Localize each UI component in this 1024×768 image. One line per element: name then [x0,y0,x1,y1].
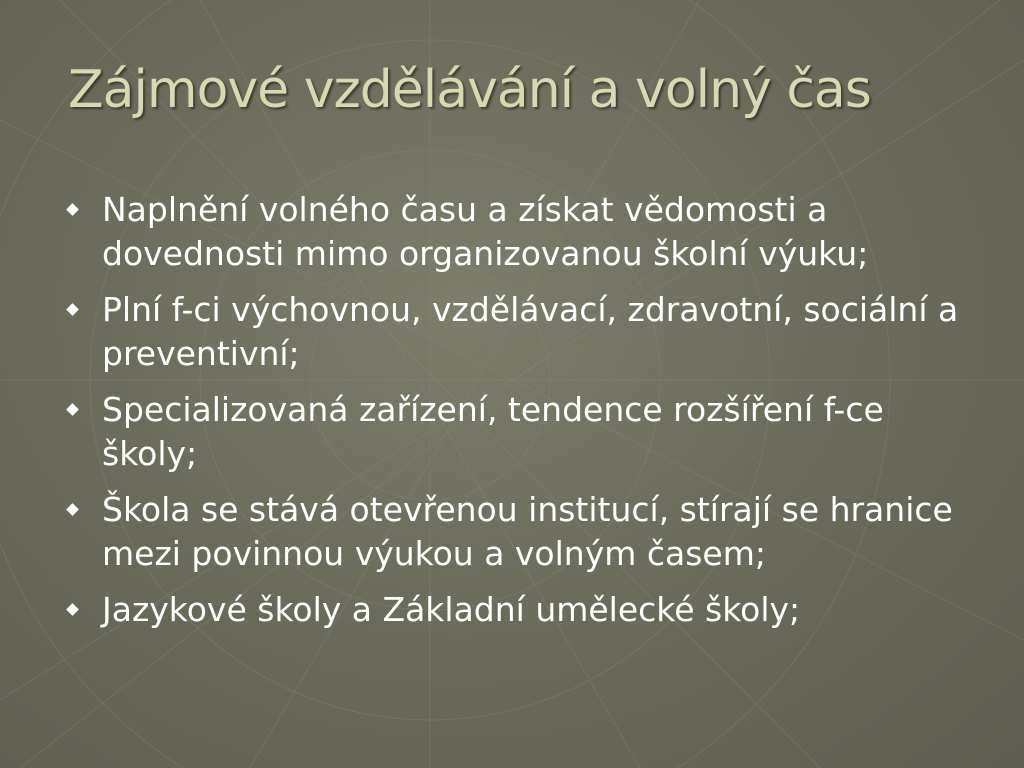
bullet-text: Škola se stává otevřenou institucí, stírají se hranice mezi povinnou výukou a volným časem; [102,490,953,573]
bullet-text: Specializovaná zařízení, tendence rozšíření f-ce školy; [102,390,884,473]
diamond-bullet-icon [66,503,79,516]
bullet-item [60,288,980,376]
bullet-item [60,388,980,476]
bullet-item [60,488,980,576]
bullet-item [60,588,980,632]
diamond-bullet-icon [66,303,79,316]
bullet-text: Jazykové školy a Základní umělecké školy; [102,590,801,629]
bullet-item [60,188,980,276]
slide-title: Zájmové vzdělávání a volný čas [68,60,871,120]
bullet-text: Plní f-ci výchovnou, vzdělávací, zdravotní, sociální a preventivní; [102,290,959,373]
bullet-list [60,188,980,644]
bullet-text: Naplnění volného času a získat vědomosti a dovednosti mimo organizovanou školní výuku; [102,190,869,273]
diamond-bullet-icon [66,203,79,216]
diamond-bullet-icon [66,403,79,416]
diamond-bullet-icon [66,603,79,616]
